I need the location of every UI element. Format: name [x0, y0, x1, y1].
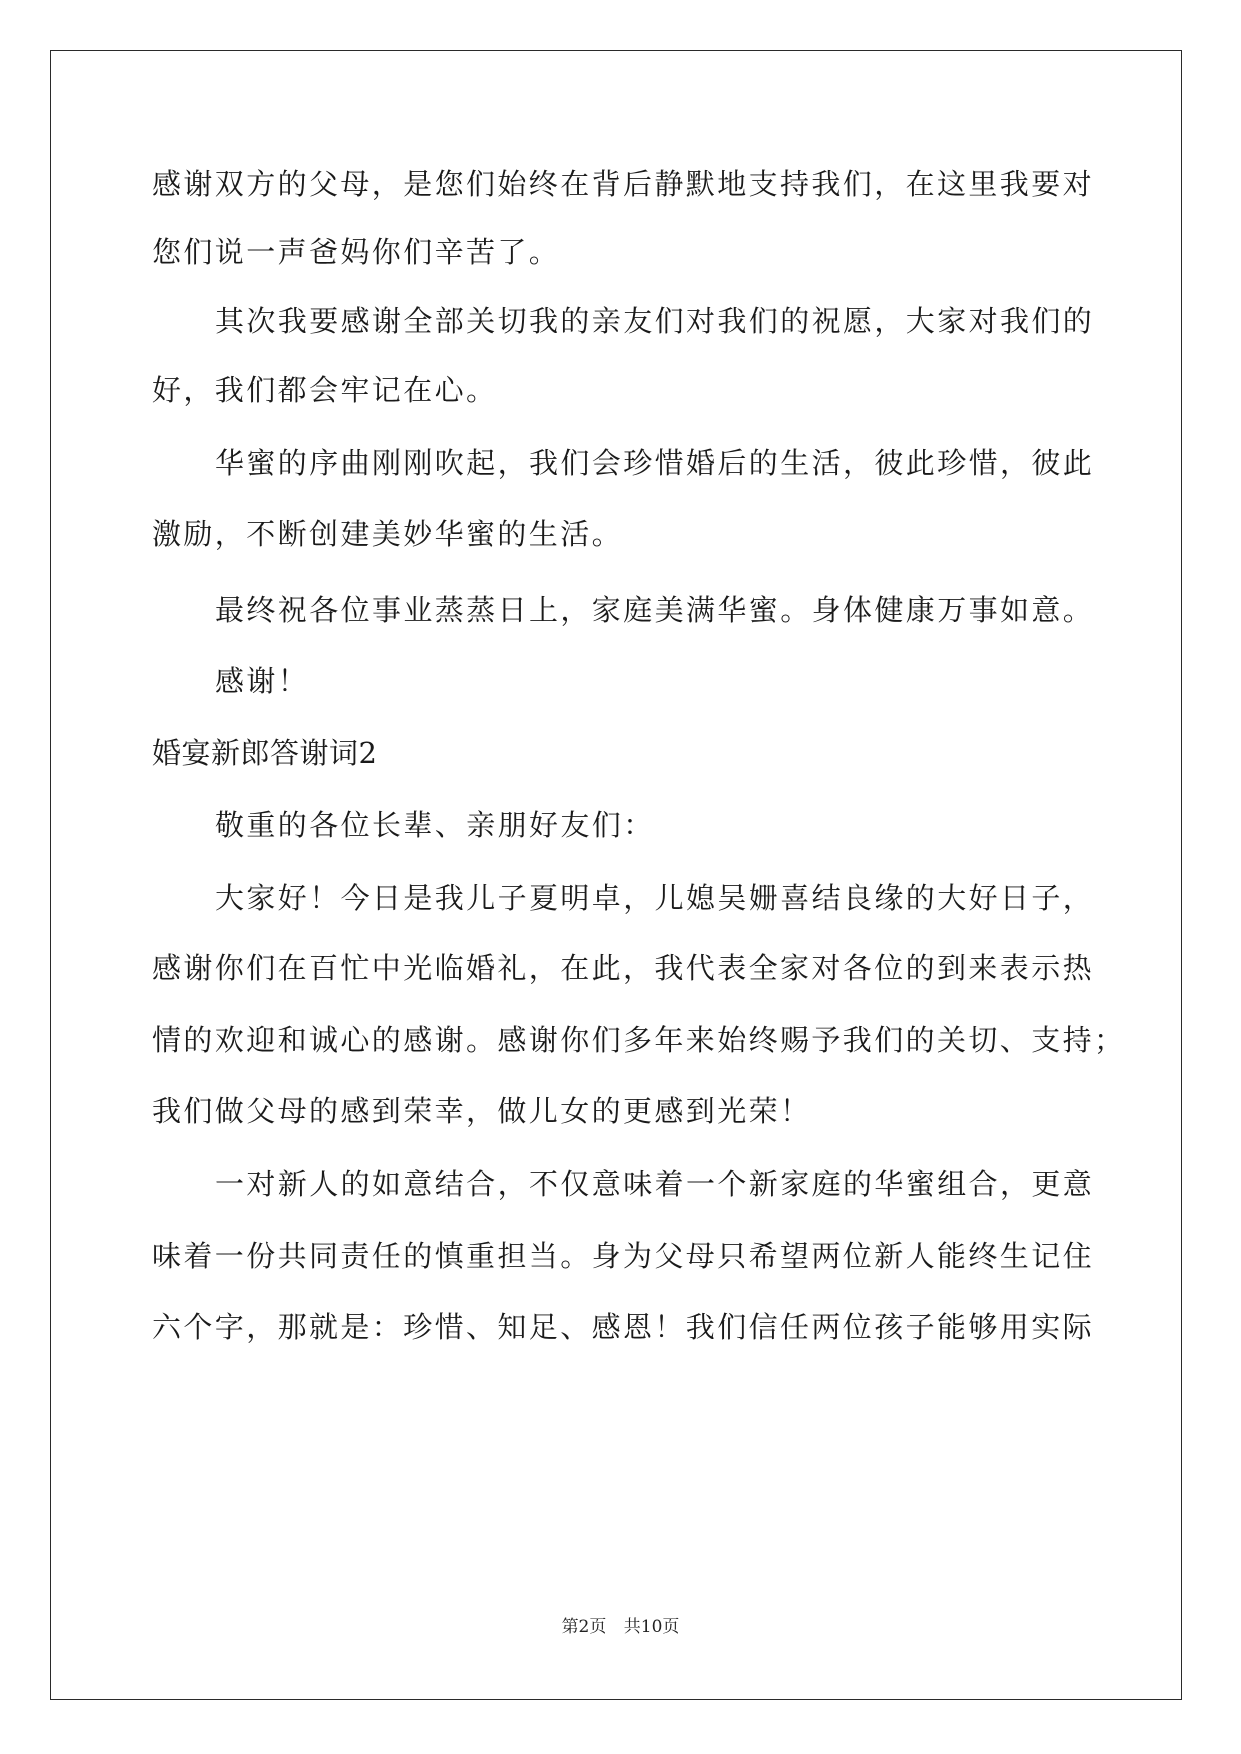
page-footer — [0, 1615, 1241, 1639]
paragraph-line: 感谢！ — [215, 664, 310, 698]
paragraph-line: 最终祝各位事业蒸蒸日上，家庭美满华蜜。身体健康万事如意。 — [215, 593, 1095, 627]
page-border — [50, 50, 1182, 1700]
paragraph-line: 好，我们都会牢记在心。 — [152, 373, 498, 407]
paragraph-line: 其次我要感谢全部关切我的亲友们对我们的祝愿，大家对我们的 — [215, 304, 1095, 338]
paragraph-line: 您们说一声爸妈你们辛苦了。 — [152, 235, 561, 269]
paragraph-line: 情的欢迎和诚心的感谢。感谢你们多年来始终赐予我们的关切、支持； — [152, 1023, 1126, 1057]
section-title: 婚宴新郎答谢词2 — [152, 736, 378, 770]
paragraph-line: 六个字，那就是：珍惜、知足、感恩！我们信任两位孩子能够用实际 — [152, 1310, 1095, 1344]
salutation: 敬重的各位长辈、亲朋好友们： — [215, 808, 655, 842]
page-total: 共10页 — [623, 1617, 680, 1637]
paragraph-line: 感谢双方的父母，是您们始终在背后静默地支持我们，在这里我要对 — [152, 167, 1095, 201]
paragraph-line: 激励，不断创建美妙华蜜的生活。 — [152, 517, 624, 551]
paragraph-line: 大家好！今日是我儿子夏明卓，儿媳吴姗喜结良缘的大好日子， — [215, 881, 1095, 915]
paragraph-line: 华蜜的序曲刚刚吹起，我们会珍惜婚后的生活，彼此珍惜，彼此 — [215, 446, 1095, 480]
page-number: 第2页 — [561, 1617, 607, 1637]
paragraph-line: 感谢你们在百忙中光临婚礼，在此，我代表全家对各位的到来表示热 — [152, 951, 1095, 985]
paragraph-line: 味着一份共同责任的慎重担当。身为父母只希望两位新人能终生记住 — [152, 1239, 1095, 1273]
paragraph-line: 我们做父母的感到荣幸，做儿女的更感到光荣！ — [152, 1094, 812, 1128]
paragraph-line: 一对新人的如意结合，不仅意味着一个新家庭的华蜜组合，更意 — [215, 1167, 1095, 1201]
